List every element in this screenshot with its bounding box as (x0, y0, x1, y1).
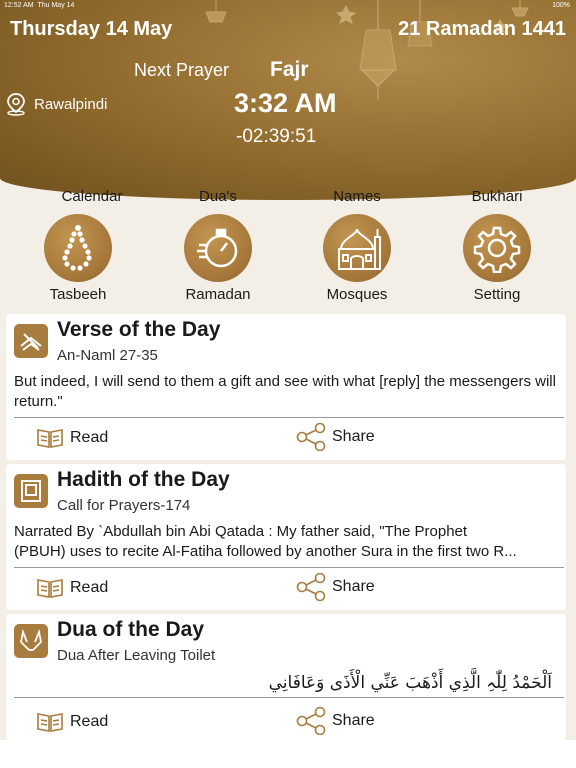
menu-ramadan-label: Ramadan (185, 286, 251, 303)
status-battery: 100% (552, 2, 570, 9)
menu-ramadan[interactable] (163, 214, 273, 303)
gregorian-date: Thursday 14 May (10, 18, 173, 40)
hadith-text-line-1: Narrated By `Abdullah bin Abi Qatada : My father said, "The Prophet (14, 523, 468, 540)
gear-icon (463, 214, 531, 282)
share-icon (296, 423, 326, 451)
card-title: Verse of the Day (57, 318, 221, 341)
quran-book-icon (14, 324, 48, 358)
share-icon (296, 573, 326, 601)
open-book-icon (36, 577, 64, 599)
hadith-of-the-day-card (6, 464, 566, 610)
hadith-share-button[interactable]: Share (296, 573, 375, 601)
location-selector[interactable] (6, 92, 107, 116)
tasbeeh-beads-icon (44, 214, 112, 282)
hadith-read-button[interactable]: Read (36, 577, 108, 599)
stopwatch-icon (184, 214, 252, 282)
dua-of-the-day-card (6, 614, 566, 740)
mosque-icon (323, 214, 391, 282)
location-name: Rawalpindi (34, 95, 108, 113)
menu-bukhari[interactable]: Bukhari (471, 188, 523, 205)
dua-share-button[interactable]: Share (296, 707, 375, 735)
status-bar (0, 0, 576, 12)
verse-text: But indeed, I will send to them a gift and see with what [reply] the messengers will return." (14, 373, 556, 410)
next-prayer-name: Fajr (270, 58, 309, 81)
menu-calendar[interactable]: Calendar (61, 188, 123, 205)
menu-top-row (0, 188, 576, 208)
bottom-area (0, 740, 576, 768)
status-time: 12:52 AM Thu May 14 (4, 2, 75, 9)
location-pin-icon (6, 92, 26, 116)
dua-arabic-text: اَلْحَمْدُ لِلّٰہِ الَّذِي أَذْهَبَ عَنِّي الْأَذَى وَعَافَانِي (268, 673, 552, 693)
open-book-icon (36, 427, 64, 449)
verse-share-button[interactable]: Share (296, 423, 375, 451)
open-book-icon (36, 711, 64, 733)
verse-read-button[interactable]: Read (36, 427, 108, 449)
menu-names[interactable]: Names (333, 188, 381, 205)
prayer-time: 3:32 AM (234, 88, 337, 118)
hadith-book-icon (14, 474, 48, 508)
hadith-text-line-2: (PBUH) uses to recite Al-Fatiha followed by another Sura in the first two R... (14, 543, 517, 560)
menu-setting-label: Setting (473, 286, 521, 303)
praying-hands-icon (14, 624, 48, 658)
menu-tasbeeh[interactable] (23, 214, 133, 303)
menu-duas[interactable]: Dua's (199, 188, 237, 205)
card-divider (14, 697, 564, 698)
card-divider (14, 417, 564, 418)
next-prayer-label: Next Prayer (134, 60, 230, 80)
card-title: Hadith of the Day (57, 468, 230, 491)
menu-mosques[interactable] (302, 214, 412, 303)
menu-setting[interactable] (442, 214, 552, 303)
menu-tasbeeh-label: Tasbeeh (49, 286, 107, 303)
dua-read-button[interactable]: Read (36, 711, 108, 733)
card-divider (14, 567, 564, 568)
hijri-date: 21 Ramadan 1441 (398, 18, 566, 40)
card-subtitle: Call for Prayers-174 (57, 497, 191, 514)
verse-of-the-day-card (6, 314, 566, 460)
card-title: Dua of the Day (57, 618, 205, 641)
card-subtitle: Dua After Leaving Toilet (57, 647, 216, 664)
card-subtitle: An-Naml 27-35 (57, 347, 158, 364)
menu-mosques-label: Mosques (326, 286, 388, 303)
share-icon (296, 707, 326, 735)
prayer-countdown: -02:39:51 (236, 126, 317, 147)
prayer-header (0, 0, 576, 200)
